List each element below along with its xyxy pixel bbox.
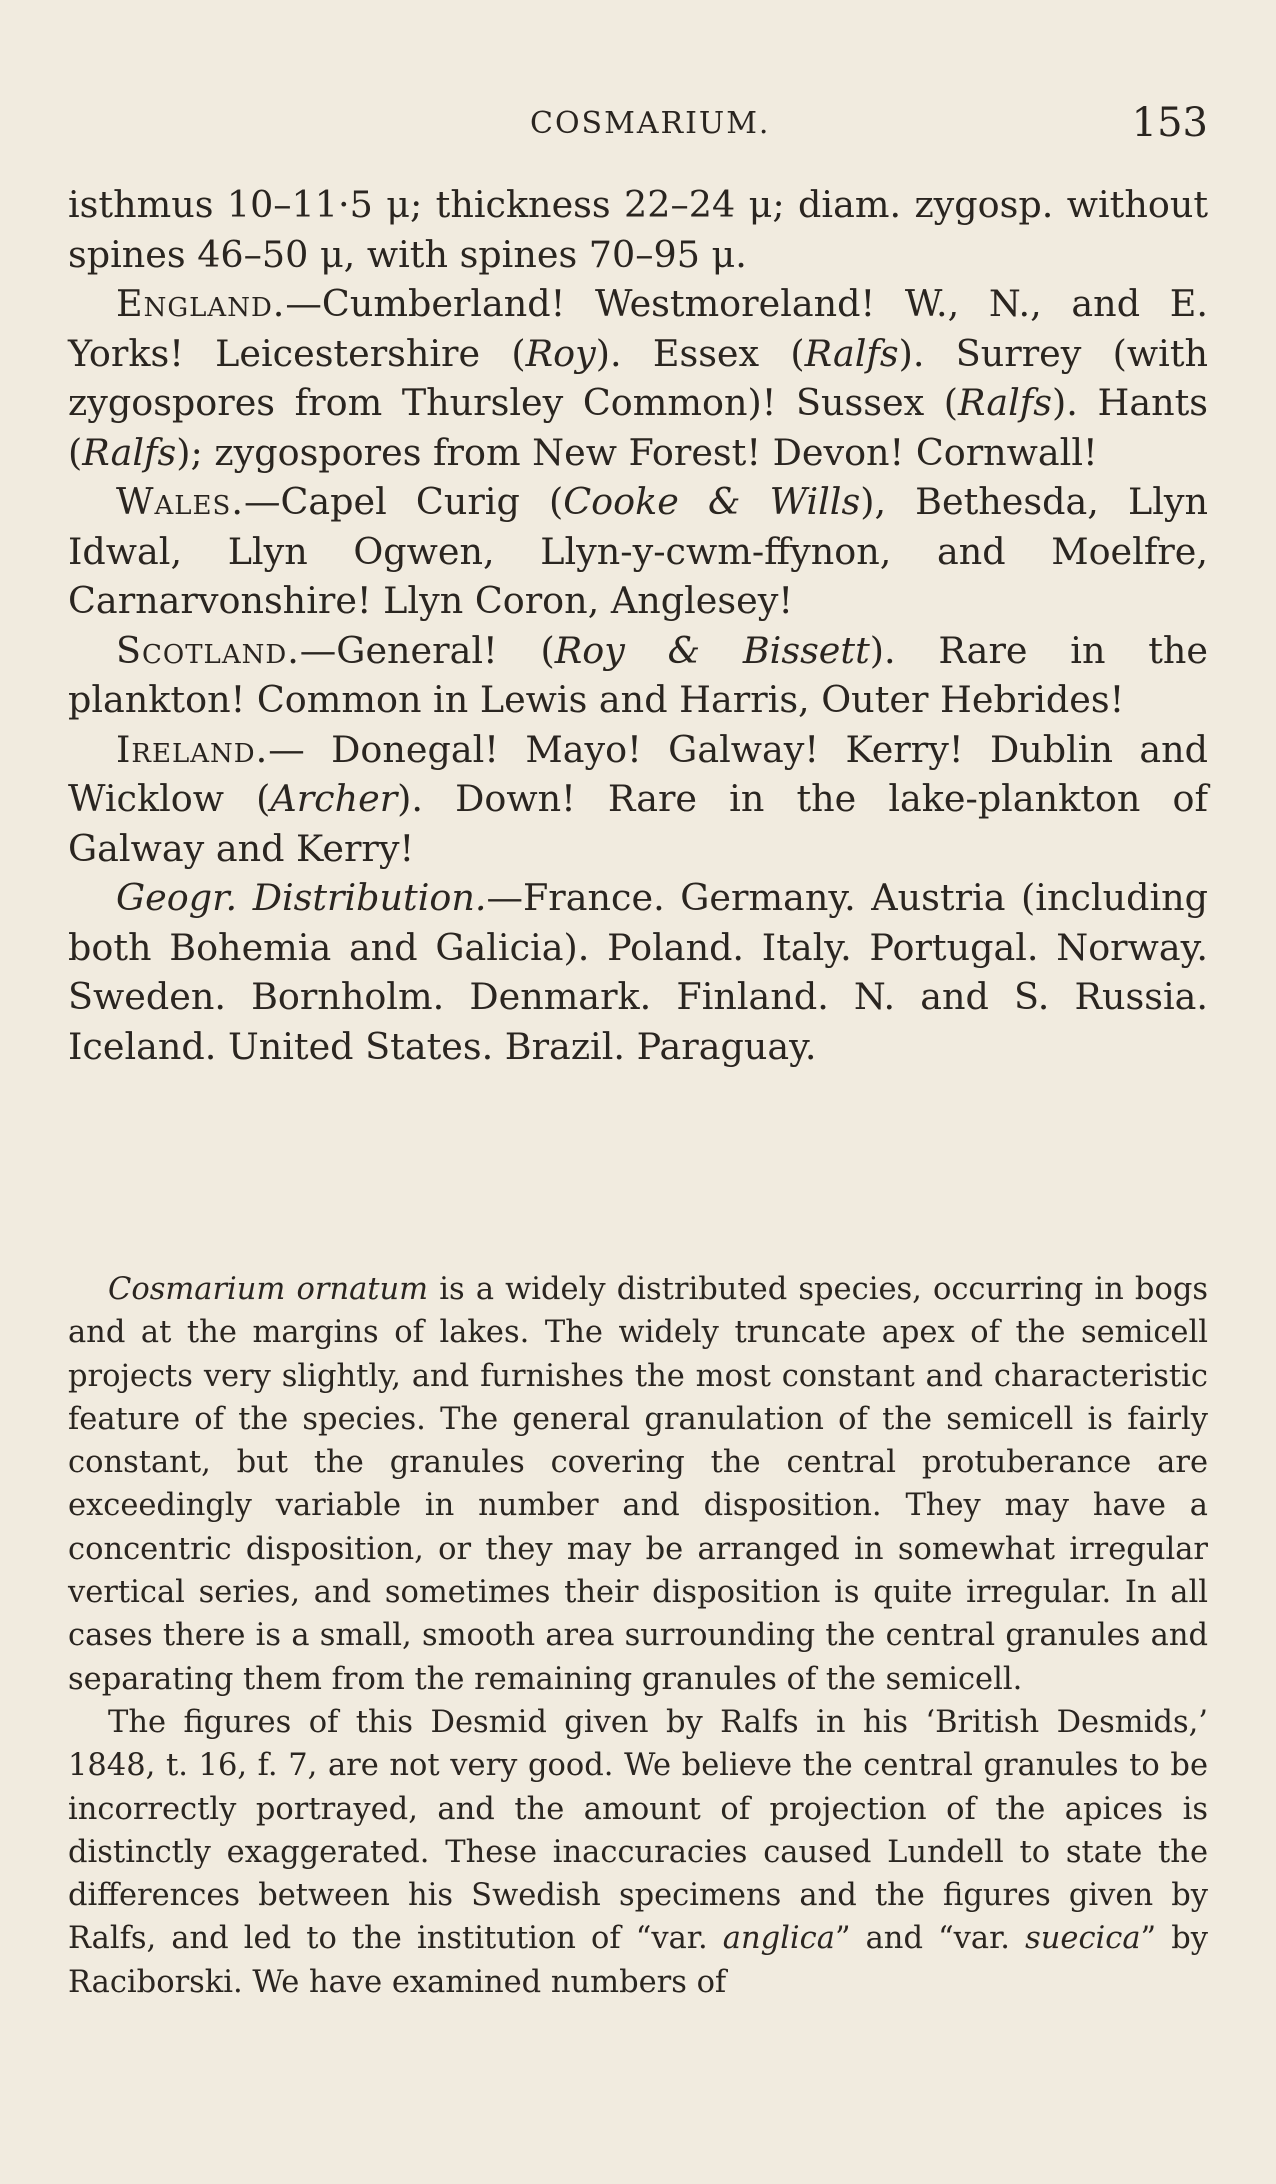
scotland-text-1: —General! ( bbox=[299, 628, 555, 672]
measurements-paragraph: isthmus 10–11·5 μ; thickness 22–24 μ; diam. zygosp. without spines 46–50 μ, with spines 70–95 μ. bbox=[68, 183, 1208, 276]
scotland-text-2: ). Rare in the plankton! Common in Lewis and Harris, Outer Hebrides! bbox=[68, 628, 1208, 721]
wales-label: Wales. bbox=[116, 480, 244, 523]
england-text-1: —Cumberland! Westmoreland! W., N., and E. Yorks! Leicestershire ( bbox=[68, 282, 1208, 375]
scotland-label: Scotland. bbox=[116, 628, 300, 672]
scotland-paragraph bbox=[68, 626, 1208, 725]
notes-paragraph-2-text-1: The figures of this Desmid given by Ralfs in his ‘British Desmids,’ 1848, t. 16, f. 7, are not very good. We believe the central granules to be incorrectly portrayed, and the amount of projection of the apices is distinctly exaggerated. These inaccuracies caused Lundell to state the differences between his Swedish specimens and the figures given by Ralfs, and led to the institution of “var. bbox=[68, 1704, 1208, 1957]
species-name: Cosmarium ornatum bbox=[108, 1272, 429, 1307]
notes-paragraph-1 bbox=[68, 1268, 1208, 1701]
ireland-text-1: — Donegal! Mayo! Galway! Kerry! Dublin and Wicklow ( bbox=[68, 727, 1208, 820]
ireland-label: Ireland. bbox=[116, 727, 269, 771]
notes-text bbox=[68, 1268, 1208, 2004]
main-text bbox=[68, 180, 1208, 1071]
wales-authority-1: Cooke & Wills bbox=[563, 480, 861, 523]
distribution-text: —France. Germany. Austria (including both Bohemia and Galicia). Poland. Italy. Portugal. Norway. Sweden. Bornholm. Denmark. Finland. N. and S. Russia. Iceland. United States. Brazil. Paraguay. bbox=[68, 876, 1208, 1068]
ireland-text-2: ). Down! Rare in the lake-plankton of Galway and Kerry! bbox=[68, 777, 1208, 870]
england-authority-3: Ralfs bbox=[958, 381, 1053, 424]
distribution-paragraph bbox=[68, 873, 1208, 1071]
ireland-paragraph bbox=[68, 725, 1208, 874]
england-paragraph bbox=[68, 279, 1208, 477]
england-authority-2: Ralfs bbox=[804, 331, 899, 375]
notes-paragraph-2 bbox=[68, 1701, 1208, 2004]
england-text-4: ). Hants ( bbox=[68, 381, 1208, 474]
variety-suecica: suecica bbox=[1025, 1921, 1141, 1957]
wales-text-2: ), Bethesda, Llyn Idwal, Llyn Ogwen, Llyn-y-cwm-ffynon, and Moelfre, Carnarvonshire! Llyn Coron, Anglesey! bbox=[68, 480, 1209, 622]
wales-paragraph bbox=[68, 477, 1208, 626]
england-label: England. bbox=[116, 282, 286, 325]
england-authority-4: Ralfs bbox=[82, 430, 177, 474]
england-text-3: ). Surrey (with zygospores from Thursley Common)! Sussex ( bbox=[68, 331, 1208, 424]
notes-paragraph-2-text-3: ” by Raciborski. We have examined numbers of bbox=[68, 1921, 1208, 2000]
notes-paragraph-2-text-2: ” and “var. bbox=[834, 1921, 1026, 1957]
england-text-2: ). Essex ( bbox=[595, 331, 805, 375]
ireland-authority-1: Archer bbox=[270, 777, 398, 820]
page-number: 153 bbox=[1131, 100, 1208, 146]
england-text-5: ); zygospores from New Forest! Devon! Cornwall! bbox=[176, 430, 1098, 474]
running-title: COSMARIUM. bbox=[530, 106, 771, 141]
variety-anglica: anglica bbox=[722, 1921, 835, 1957]
notes-paragraph-1-text: is a widely distributed species, occurring in bogs and at the margins of lakes. The widely truncate apex of the semicell projects very slightly, and furnishes the most constant and characteristic feature of the species. The general granulation of the semicell is fairly constant, but the granules covering the central protuberance are exceedingly variable in number and disposition. They may have a concentric disposition, or they may be arranged in somewhat irregular vertical series, and sometimes their disposition is quite irregular. In all cases there is a small, smooth area surrounding the central granules and separating them from the remaining granules of the semicell. bbox=[68, 1272, 1208, 1697]
scotland-authority-1: Roy & Bissett bbox=[554, 628, 870, 672]
distribution-label: Geogr. Distribution. bbox=[116, 876, 487, 919]
running-head bbox=[0, 100, 1276, 150]
wales-text-1: —Capel Curig ( bbox=[243, 480, 564, 523]
england-authority-1: Roy bbox=[525, 331, 596, 375]
